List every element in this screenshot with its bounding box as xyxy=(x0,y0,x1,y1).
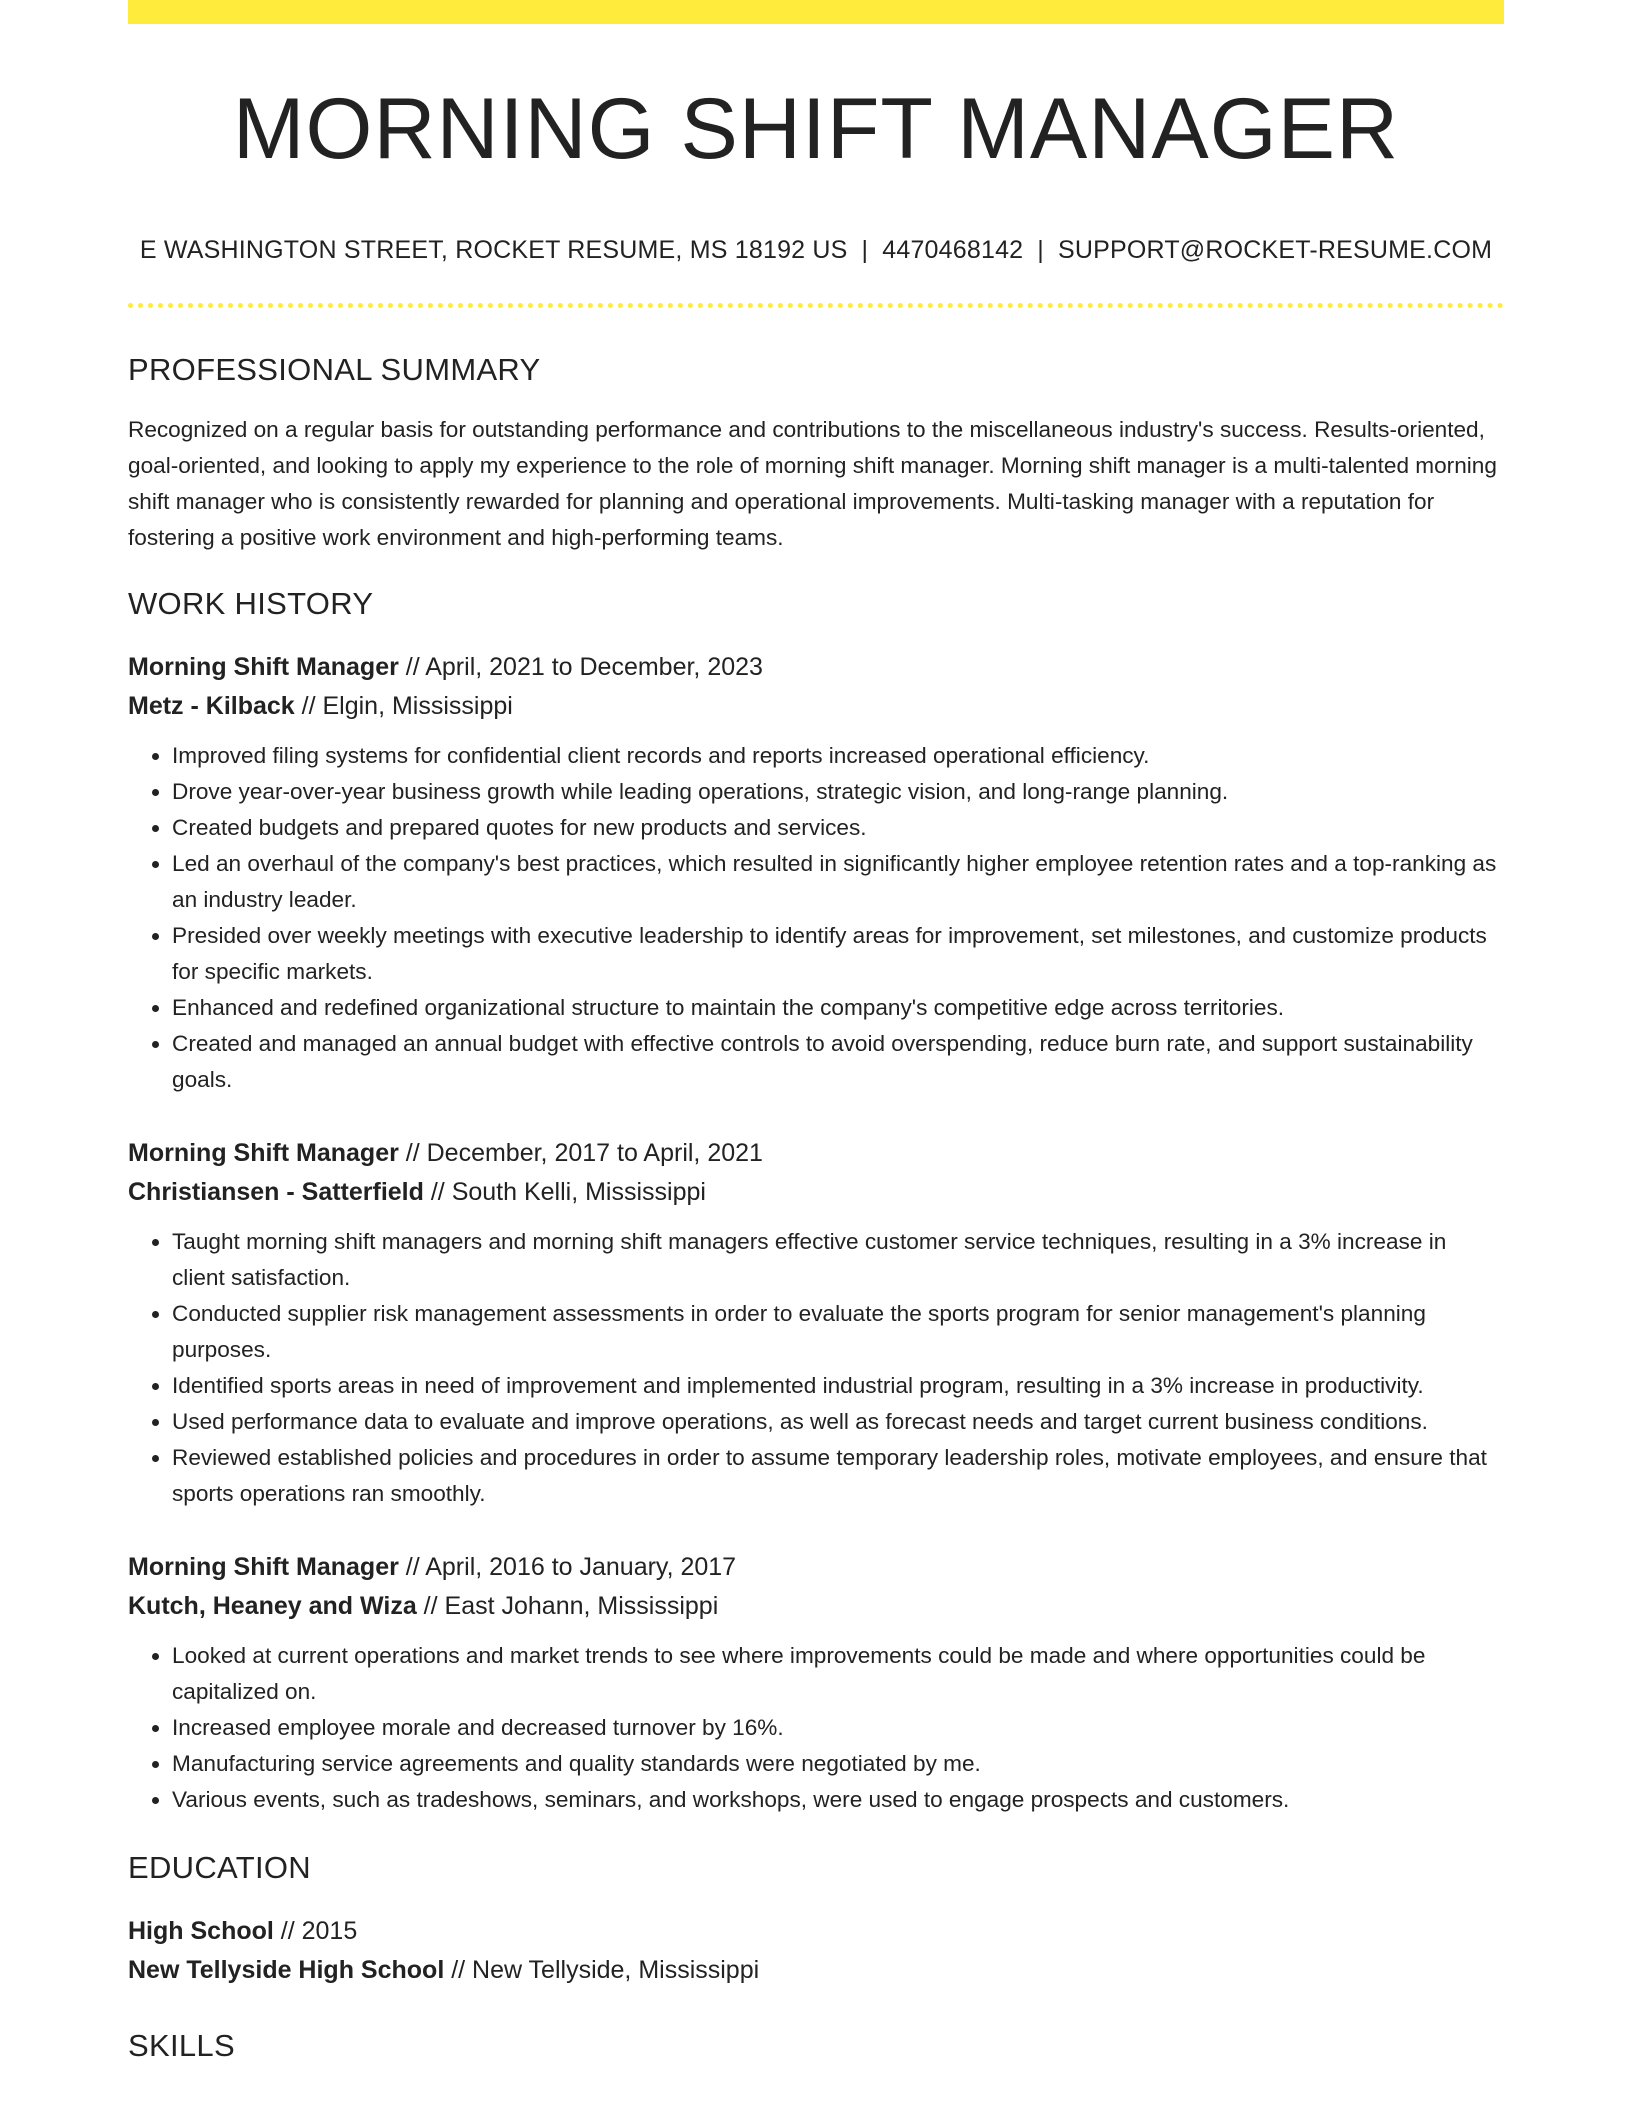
job-company-line xyxy=(128,687,1504,726)
job-bullet: • Enhanced and redefined organizational structure to maintain the company's competitive edge across territories. xyxy=(172,990,1504,1026)
work-history-list xyxy=(128,648,1504,1818)
education-heading: EDUCATION xyxy=(128,1850,311,1885)
job-bullet: • Increased employee morale and decreased turnover by 16%. xyxy=(172,1710,1504,1746)
resume-page xyxy=(128,0,1504,2064)
job-dates: // April, 2021 to December, 2023 xyxy=(398,653,763,681)
job-bullet: • Created budgets and prepared quotes for new products and services. xyxy=(172,810,1504,846)
job-bullet: • Looked at current operations and market trends to see where improvements could be made and where opportunities could be capitalized on. xyxy=(172,1638,1504,1710)
job-entry xyxy=(128,1134,1504,1512)
work-history-heading: WORK HISTORY xyxy=(128,586,374,621)
education-school: New Tellyside High School xyxy=(128,1956,445,1984)
job-bullet: • Manufacturing service agreements and quality standards were negotiated by me. xyxy=(172,1746,1504,1782)
job-entry xyxy=(128,648,1504,1098)
job-bullet-list xyxy=(128,1224,1504,1512)
job-bullet-list xyxy=(128,1638,1504,1818)
job-bullet: • Led an overhaul of the company's best practices, which resulted in significantly higher employee retention rates and a top-ranking as an industry leader. xyxy=(172,846,1504,918)
job-bullet-list xyxy=(128,738,1504,1098)
contact-email: SUPPORT@ROCKET-RESUME.COM xyxy=(1058,236,1493,264)
job-company: Metz - Kilback xyxy=(128,692,295,720)
job-location: // South Kelli, Mississippi xyxy=(423,1178,706,1206)
job-bullet: • Drove year-over-year business growth while leading operations, strategic vision, and long-range planning. xyxy=(172,774,1504,810)
job-bullet: • Reviewed established policies and procedures in order to assume temporary leadership roles, motivate employees, and ensure that sports operations ran smoothly. xyxy=(172,1440,1504,1512)
job-location: // East Johann, Mississippi xyxy=(416,1592,719,1620)
skills-heading: SKILLS xyxy=(128,2028,235,2063)
education-location: // New Tellyside, Mississippi xyxy=(444,1956,760,1984)
resume-name: MORNING SHIFT MANAGER xyxy=(232,81,1400,177)
education-school-line xyxy=(128,1951,1504,1990)
job-bullet: • Identified sports areas in need of improvement and implemented industrial program, resulting in a 3% increase in productivity. xyxy=(172,1368,1504,1404)
dotted-divider xyxy=(128,303,1504,308)
job-company-line xyxy=(128,1173,1504,1212)
summary-heading: PROFESSIONAL SUMMARY xyxy=(128,352,541,387)
contact-separator: | xyxy=(861,236,869,264)
contact-separator: | xyxy=(1037,236,1044,264)
job-role: Morning Shift Manager xyxy=(128,1139,399,1167)
job-bullet: • Created and managed an annual budget with effective controls to avoid overspending, reduce burn rate, and support sustainability goals. xyxy=(172,1026,1504,1098)
education-year: // 2015 xyxy=(273,1917,358,1945)
job-company: Christiansen - Satterfield xyxy=(128,1178,424,1206)
job-location: // Elgin, Mississippi xyxy=(294,692,513,720)
job-bullet: • Various events, such as tradeshows, seminars, and workshops, were used to engage prospects and customers. xyxy=(172,1782,1504,1818)
contact-phone: 4470468142 xyxy=(882,236,1024,264)
accent-top-bar xyxy=(128,0,1504,24)
job-bullet: • Presided over weekly meetings with executive leadership to identify areas for improvement, set milestones, and customize products for specific markets. xyxy=(172,918,1504,990)
job-company-line xyxy=(128,1587,1504,1626)
job-title-line xyxy=(128,1134,1504,1173)
job-bullet: • Taught morning shift managers and morning shift managers effective customer service techniques, resulting in a 3% increase in client satisfaction. xyxy=(172,1224,1504,1296)
job-company: Kutch, Heaney and Wiza xyxy=(128,1592,417,1620)
job-bullet: • Improved filing systems for confidential client records and reports increased operational efficiency. xyxy=(172,738,1504,774)
contact-line xyxy=(128,236,1504,265)
job-bullet: • Conducted supplier risk management assessments in order to evaluate the sports program for senior management's planning purposes. xyxy=(172,1296,1504,1368)
summary-text: Recognized on a regular basis for outstanding performance and contributions to the miscellaneous industry's success. Results-oriented, goal-oriented, and looking to apply my experience to the role of morning shift manager. Morning shift manager is a multi-talented morning shift manager who is consistently rewarded for planning and operational improvements. Multi-tasking manager with a reputation for fostering a positive work environment and high-performing teams. xyxy=(128,417,1497,550)
job-entry xyxy=(128,1548,1504,1818)
job-title-line xyxy=(128,648,1504,687)
job-dates: // December, 2017 to April, 2021 xyxy=(398,1139,763,1167)
job-role: Morning Shift Manager xyxy=(128,653,399,681)
education-entry xyxy=(128,1912,1504,1990)
job-title-line xyxy=(128,1548,1504,1587)
job-dates: // April, 2016 to January, 2017 xyxy=(398,1553,737,1581)
education-degree-line xyxy=(128,1912,1504,1951)
job-bullet: • Used performance data to evaluate and improve operations, as well as forecast needs and target current business conditions. xyxy=(172,1404,1504,1440)
job-role: Morning Shift Manager xyxy=(128,1553,399,1581)
education-degree: High School xyxy=(128,1917,274,1945)
contact-address: E WASHINGTON STREET, ROCKET RESUME, MS 18192 US xyxy=(139,236,848,264)
